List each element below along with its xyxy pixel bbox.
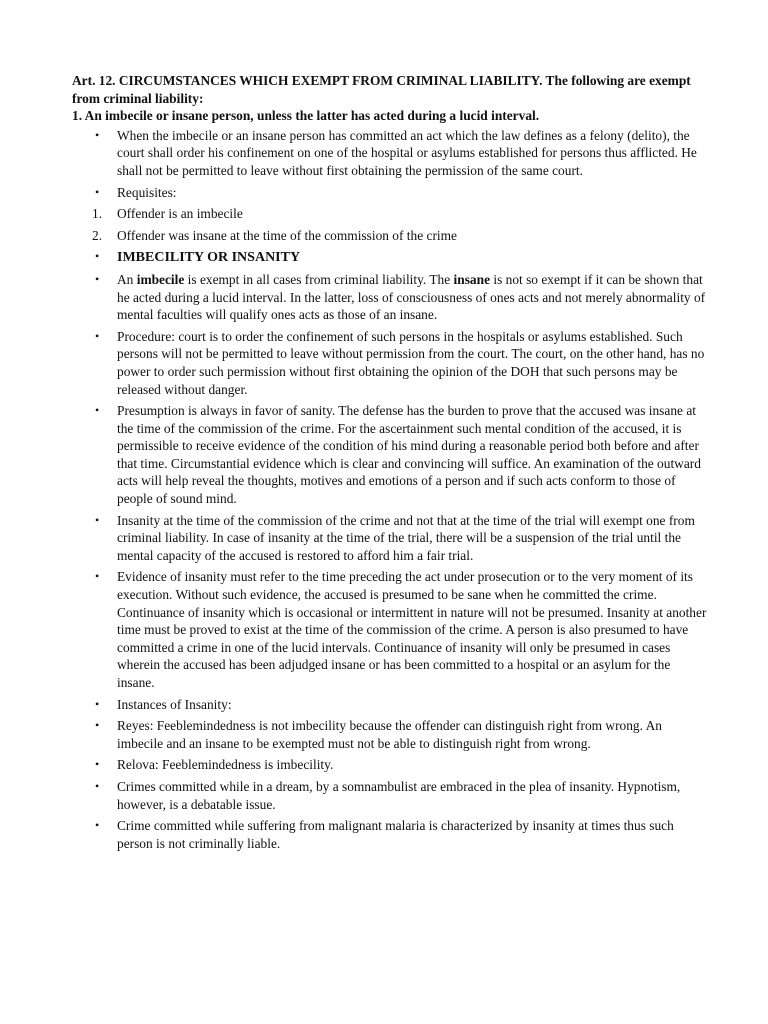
subsection-heading: IMBECILITY OR INSANITY [117, 250, 301, 266]
list-item [72, 717, 708, 752]
list-item [72, 127, 708, 180]
article-title: Art. 12. CIRCUMSTANCES WHICH EXEMPT FROM CRIMINAL LIABILITY. The following are exempt from criminal liability: [72, 73, 691, 106]
bullet-marker: • [95, 718, 100, 733]
bullet-marker: • [95, 403, 100, 418]
list-item [72, 756, 708, 774]
list-item [72, 817, 708, 852]
item-text: Crime committed while suffering from malignant malaria is characterized by insanity at times thus such person is not criminally liable. [117, 818, 674, 851]
bullet-marker: • [95, 249, 100, 264]
item-text: Insanity at the time of the commission of the crime and not that at the time of the trial will exempt one from criminal liability. In case of insanity at the time of the trial, there will be a suspension of the trial until the mental capacity of the accused is restored to afford him a fair trial. [117, 512, 695, 563]
list-item [72, 696, 708, 714]
item-text: When the imbecile or an insane person has committed an act which the law defines as a felony (delito), the court shall order his confinement on one of the hospital or asylums established for persons thus afflicted. He shall not be permitted to leave without first obtaining the permission of the same court. [117, 127, 697, 178]
term-imbecile: imbecile [136, 271, 185, 287]
bullet-marker: • [95, 512, 100, 527]
item-text-part: is not so exempt if it can be shown that he acted during a lucid interval. In the latter, loss of consciousness of ones acts and not merely abnormality of mental faculties will qualify ones acts as those of an insane. [117, 271, 706, 323]
numbered-item [72, 227, 708, 245]
list-item [72, 184, 708, 202]
term-insane: insane [453, 271, 491, 287]
bullet-marker: • [95, 328, 100, 343]
item-text: Crimes committed while in a dream, by a somnambulist are embraced in the plea of insanity. Hypnotism, however, is a debatable issue. [117, 778, 681, 812]
number-marker: 2. [92, 227, 103, 243]
bullet-marker: • [95, 271, 100, 286]
bullet-marker: • [95, 127, 100, 142]
bullet-marker: • [95, 569, 100, 584]
item-text: Relova: Feeblemindedness is imbecility. [117, 757, 334, 773]
list-item [72, 778, 708, 813]
list-item [72, 248, 708, 267]
item-text: Reyes: Feeblemindedness is not imbecility because the offender can distinguish right from wrong. An imbecile and an insane to be exempted must not be able to distinguish right from wrong. [117, 718, 662, 751]
item-text: Presumption is always in favor of sanity. The defense has the burden to prove that the accused was insane at the time of the commission of the crime. For the ascertainment such mental condition of the accused, it is permissible to receive evidence of the condition of his mind during a reasonable period both before and after that time. Circumstantial evidence which is clear and convincing will suffice. An examination of the outward acts will help reveal the thoughts, motives and emotions of a person and if such acts conform to those of people of sound mind. [117, 403, 701, 507]
item-text: Offender was insane at the time of the commission of the crime [117, 227, 457, 243]
item-text: Instances of Insanity: [117, 696, 232, 712]
item-text: Evidence of insanity must refer to the time preceding the act under prosecution or to the very moment of its execution. Without such evidence, the accused is presumed to be sane when he committed the crime. Continuance of insanity which is occasional or intermittent in nature will not be presumed. Insanity at another time must be proved to exist at the time of the commission of the crime. A person is also presumed to have committed a crime in one of the lucid intervals. Continuance of insanity will only be presumed in cases wherein the accused has been adjudged insane or has been committed to a hospital or an asylum for the insane. [117, 569, 707, 690]
bullet-marker: • [95, 184, 100, 199]
number-marker: 1. [92, 206, 103, 222]
item-text: Offender is an imbecile [117, 206, 243, 222]
item-text-part: An [117, 271, 137, 287]
bullet-marker: • [95, 696, 100, 711]
bullet-marker: • [95, 757, 100, 772]
bullet-marker: • [95, 778, 100, 793]
numbered-item [72, 205, 708, 223]
list-item [72, 512, 708, 565]
section-heading: 1. An imbecile or insane person, unless the latter has acted during a lucid interval. [72, 108, 540, 124]
list-item [72, 328, 708, 398]
item-text: Procedure: court is to order the confinement of such persons in the hospitals or asylums established. Such persons will not be permitted to leave without permission from the court. The court, on the other hand, has no power to order such permission without first obtaining the opinion of the DOH that such persons may be released without danger. [117, 328, 705, 397]
list-item [72, 568, 708, 691]
bullet-marker: • [95, 818, 100, 833]
list-item [72, 402, 708, 508]
item-text: Requisites: [117, 184, 177, 200]
list-item [72, 271, 708, 324]
item-text-part: is exempt in all cases from criminal liability. The [184, 271, 454, 287]
